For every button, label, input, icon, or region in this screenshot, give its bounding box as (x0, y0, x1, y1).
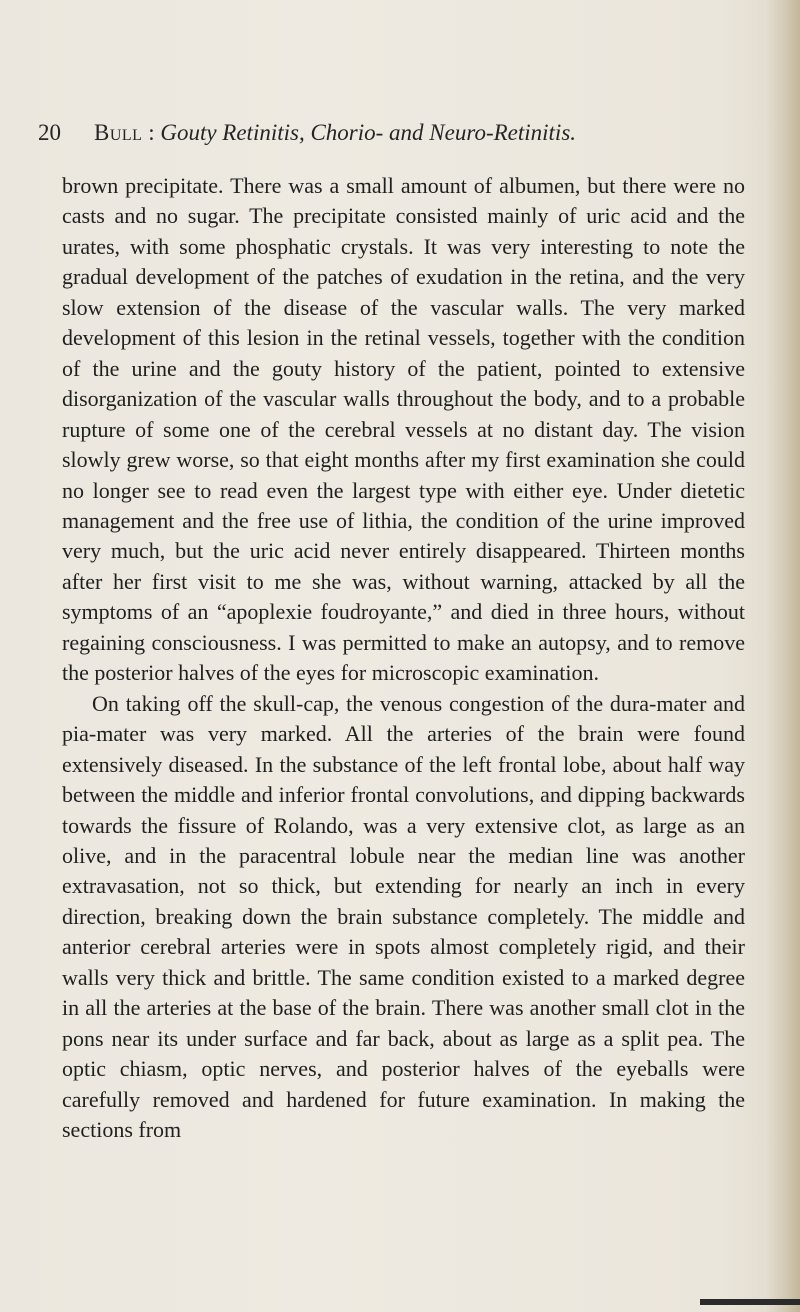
running-header-title: Gouty Retinitis, Chorio- and Neuro-Retinitis. (160, 120, 577, 145)
page-edge-shadow (766, 0, 800, 1312)
page-number: 20 (38, 120, 61, 145)
paragraph-continuation: brown precipitate. There was a small amount of albumen, but there were no casts and no sugar. The precipitate consisted mainly of uric acid and the urates, with some phosphatic crystals. It was very interesting to note the gradual development of the patches of exudation in the retina, and the very slow extension of the disease of the vascular walls. The very marked development of this lesion in the retinal vessels, together with the condition of the urine and the gouty history of the patient, pointed to extensive disorganization of the vascular walls throughout the body, and to a probable rupture of some one of the cerebral vessels at no distant day. The vision slowly grew worse, so that eight months after my first examination she could no longer see to read even the largest type with either eye. Under dietetic management and the free use of lithia, the condition of the urine improved very much, but the uric acid never entirely disappeared. Thirteen months after her first visit to me she was, without warning, attacked by all the symptoms of an “apoplexie foudroyante,” and died in three hours, without regaining consciousness. I was permitted to make an autopsy, and to remove the posterior halves of the eyes for microscopic examination. (62, 173, 745, 686)
running-header-author: Bull (94, 120, 143, 145)
body-text (62, 171, 745, 1146)
paragraph-autopsy: On taking off the skull-cap, the venous congestion of the dura-mater and pia-mater was very marked. All the arteries of the brain were found extensively diseased. In the substance of the left frontal lobe, about half way between the middle and inferior frontal convolutions, and dipping backwards towards the fissure of Rolando, was a very extensive clot, as large as an olive, and in the paracentral lobule near the median line was another extravasation, not so thick, but extending for nearly an inch in every direction, breaking down the brain substance completely. The middle and anterior cerebral arteries were in spots almost completely rigid, and their walls very thick and brittle. The same condition existed to a marked degree in all the arteries at the base of the brain. There was another small clot in the pons near its under surface and far back, about as large as a split pea. The optic chiasm, optic nerves, and posterior halves of the eyeballs were carefully removed and hardened for future examination. In making the sections from (62, 690, 745, 1143)
running-header-separator: : (142, 120, 161, 145)
running-header (38, 120, 738, 156)
bottom-edge-mark (700, 1299, 800, 1305)
